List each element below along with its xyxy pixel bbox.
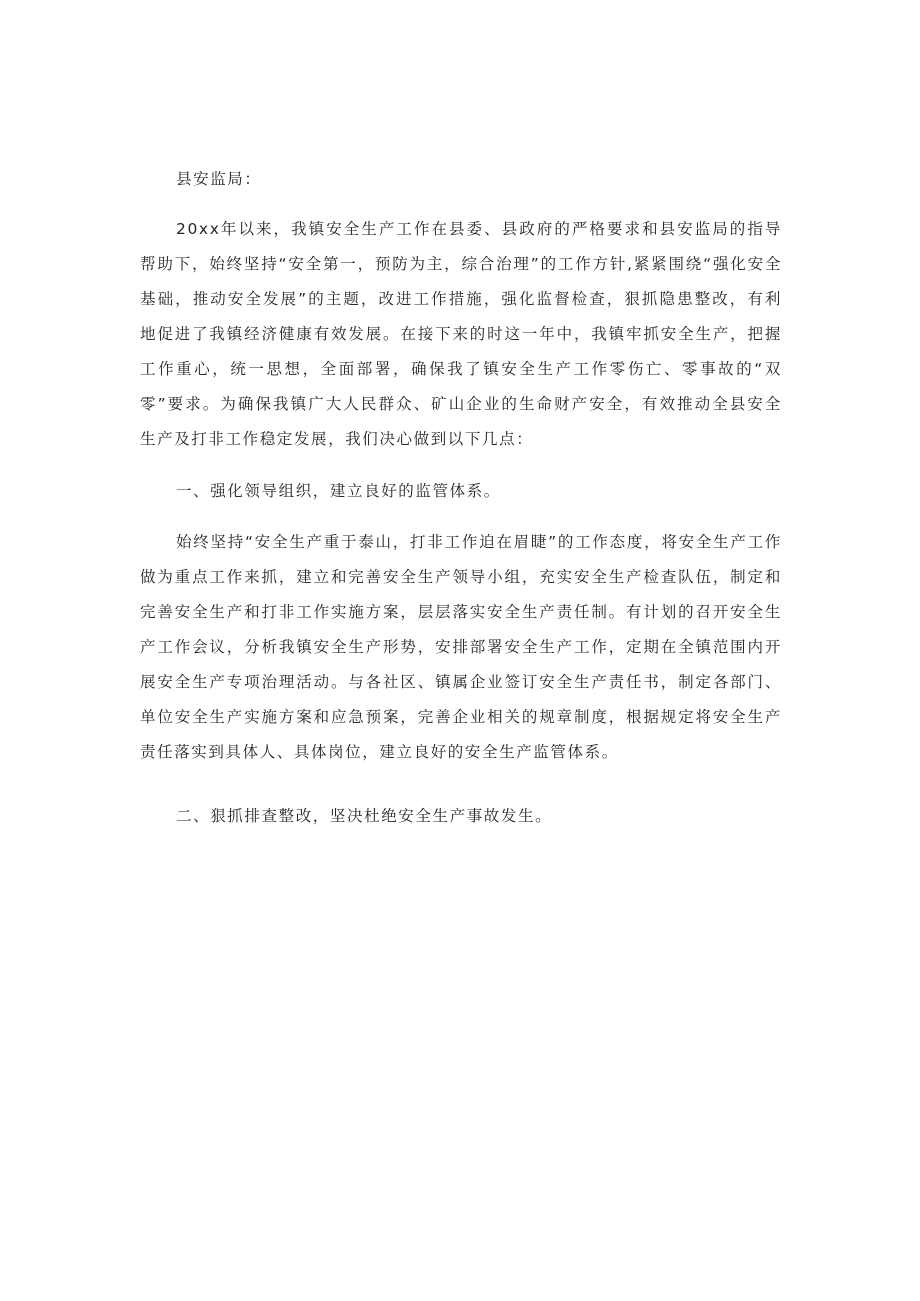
document-body: [140, 164, 782, 850]
section-heading-1: 一、强化领导组织，建立良好的监管体系。: [176, 482, 501, 500]
section-heading-2: 二、狠抓排查整改，坚决杜绝安全生产事故发生。: [176, 807, 553, 825]
salutation: 县安监局：: [176, 170, 262, 188]
paragraph-intro: 20xx年以来，我镇安全生产工作在县委、县政府的严格要求和县安监局的指导帮助下，始终坚持“安全第一，预防为主，综合治理”的工作方针,紧紧围绕“强化安全基础，推动安全发展”的主题，改进工作措施，强化监督检查，狠抓隐患整改，有利地促进了我镇经济健康有效发展。在接下来的时这一年中，我镇牢抓安全生产，把握工作重心，统一思想，全面部署，确保我了镇安全生产工作零伤亡、零事故的“双零”要求。为确保我镇广大人民群众、矿山企业的生命财产安全，有效推动全县安全生产及打非工作稳定发展，我们决心做到以下几点：: [140, 220, 782, 448]
paragraph-section-1: 始终坚持“安全生产重于泰山，打非工作迫在眉睫”的工作态度，将安全生产工作做为重点工作来抓，建立和完善安全生产领导小组，充实安全生产检查队伍，制定和完善安全生产和打非工作实施方案，层层落实安全生产责任制。有计划的召开安全生产工作会议，分析我镇安全生产形势，安排部署安全生产工作，定期在全镇范围内开展安全生产专项治理活动。与各社区、镇属企业签订安全生产责任书，制定各部门、单位安全生产实施方案和应急预案，完善企业相关的规章制度，根据规定将安全生产责任落实到具体人、具体岗位，建立良好的安全生产监管体系。: [140, 533, 782, 761]
